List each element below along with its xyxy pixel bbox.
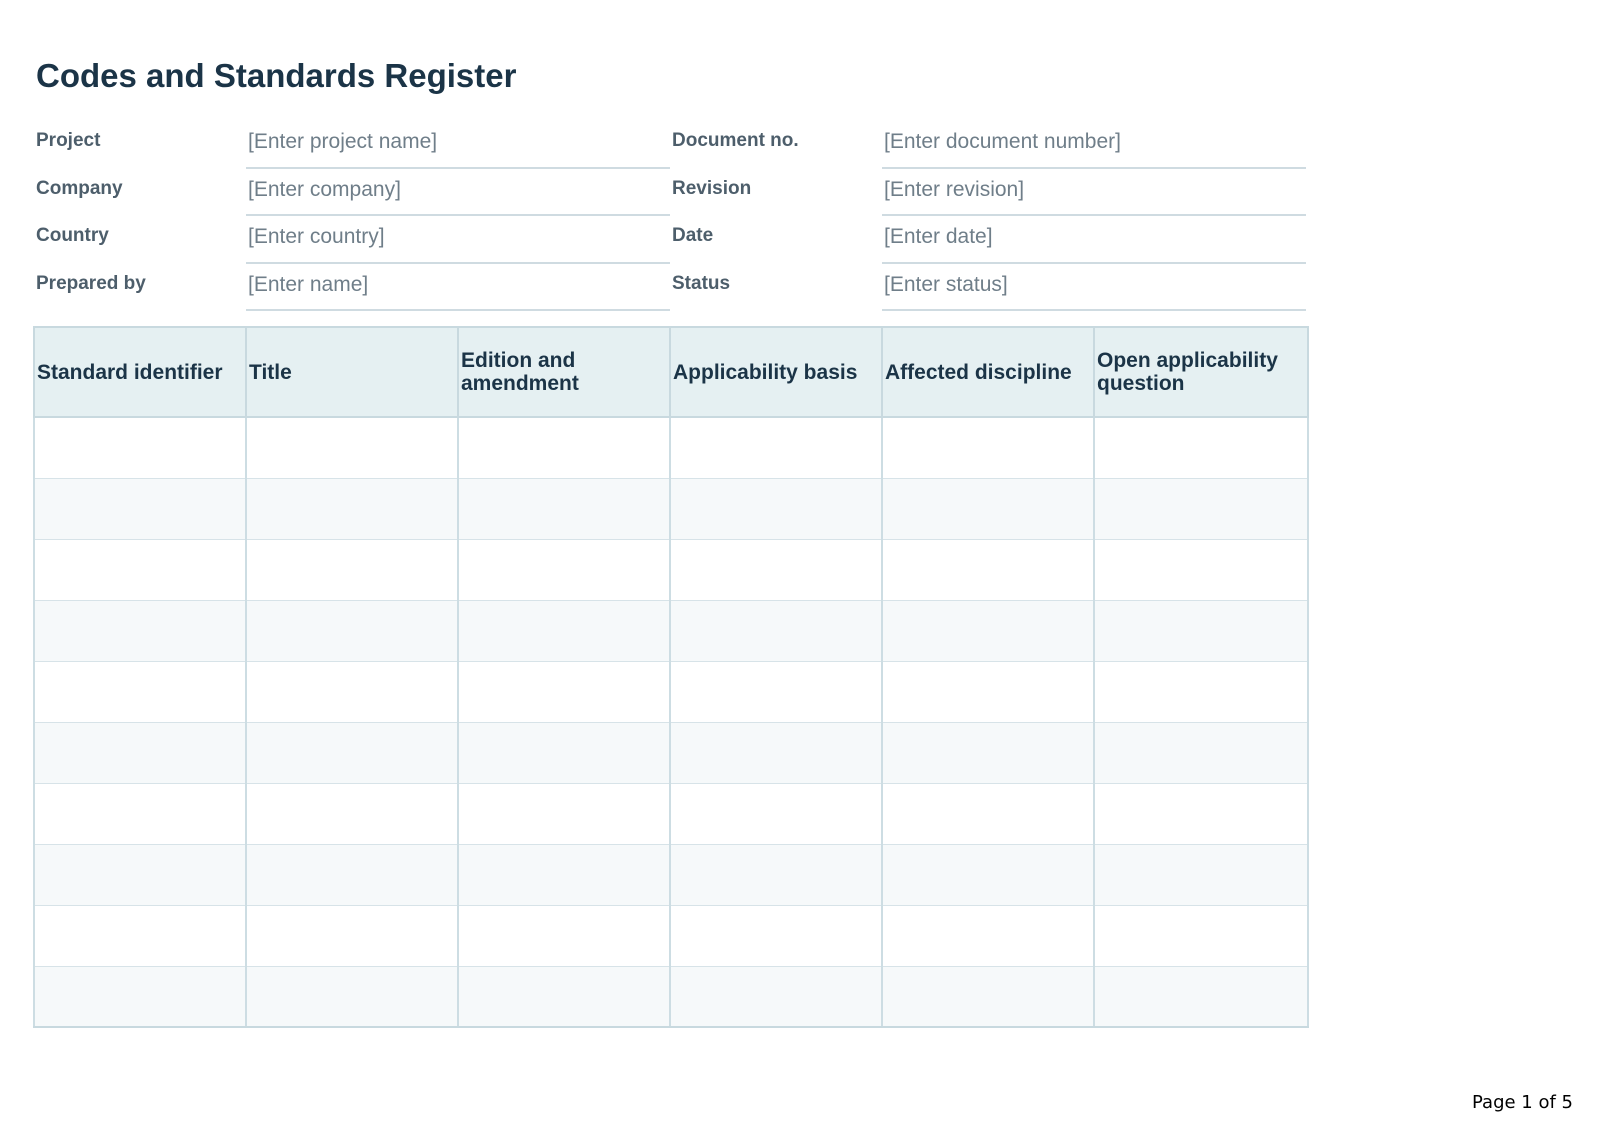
- table-cell[interactable]: [1094, 722, 1308, 783]
- document-number-field[interactable]: [Enter document number]: [882, 121, 1306, 169]
- table-cell[interactable]: [458, 478, 670, 539]
- table-cell[interactable]: [1094, 661, 1308, 722]
- column-header-standard-identifier: Standard identifier: [34, 327, 246, 417]
- status-field[interactable]: [Enter status]: [882, 264, 1306, 312]
- table-cell[interactable]: [246, 905, 458, 966]
- table-cell[interactable]: [458, 966, 670, 1027]
- table-cell[interactable]: [882, 539, 1094, 600]
- column-header-title: Title: [246, 327, 458, 417]
- page-title: Codes and Standards Register: [36, 57, 517, 94]
- table-cell[interactable]: [458, 844, 670, 905]
- document-metadata: [34, 121, 1306, 311]
- table-cell[interactable]: [34, 661, 246, 722]
- table-cell[interactable]: [670, 661, 882, 722]
- table-cell[interactable]: [458, 539, 670, 600]
- table-row: [34, 783, 1308, 844]
- table-cell[interactable]: [246, 966, 458, 1027]
- prepared-by-field[interactable]: [Enter name]: [246, 264, 670, 312]
- table-cell[interactable]: [670, 722, 882, 783]
- table-cell[interactable]: [246, 783, 458, 844]
- table-cell[interactable]: [246, 661, 458, 722]
- table-cell[interactable]: [1094, 478, 1308, 539]
- date-label: Date: [672, 225, 714, 246]
- table-cell[interactable]: [458, 905, 670, 966]
- table-cell[interactable]: [34, 722, 246, 783]
- country-field[interactable]: [Enter country]: [246, 216, 670, 264]
- table-cell[interactable]: [670, 783, 882, 844]
- table-cell[interactable]: [670, 600, 882, 661]
- table-row: [34, 722, 1308, 783]
- table-cell[interactable]: [246, 600, 458, 661]
- page-number: Page 1 of 5: [1472, 1092, 1573, 1113]
- table-cell[interactable]: [34, 905, 246, 966]
- country-label: Country: [36, 225, 109, 246]
- table-cell[interactable]: [246, 478, 458, 539]
- table-cell[interactable]: [34, 966, 246, 1027]
- table-cell[interactable]: [670, 905, 882, 966]
- table-row: [34, 661, 1308, 722]
- table-cell[interactable]: [458, 661, 670, 722]
- table-cell[interactable]: [882, 966, 1094, 1027]
- prepared-by-label: Prepared by: [36, 272, 146, 294]
- company-label: Company: [36, 177, 123, 199]
- table-cell[interactable]: [1094, 844, 1308, 905]
- table-cell[interactable]: [458, 600, 670, 661]
- table-cell[interactable]: [34, 844, 246, 905]
- table-cell[interactable]: [246, 722, 458, 783]
- table-cell[interactable]: [882, 600, 1094, 661]
- table-cell[interactable]: [882, 722, 1094, 783]
- table-cell[interactable]: [246, 844, 458, 905]
- column-header-affected-discipline: Affected discipline: [882, 327, 1094, 417]
- table-cell[interactable]: [34, 600, 246, 661]
- column-header-edition-and-amendment: Edition and amendment: [458, 327, 670, 417]
- document-number-label: Document no.: [672, 130, 799, 151]
- table-cell[interactable]: [882, 844, 1094, 905]
- column-header-open-applicability-question: Open applicability question: [1094, 327, 1308, 417]
- table-row: [34, 478, 1308, 539]
- table-cell[interactable]: [458, 722, 670, 783]
- table-cell[interactable]: [1094, 417, 1308, 478]
- table-cell[interactable]: [34, 478, 246, 539]
- table-cell[interactable]: [34, 417, 246, 478]
- table-row: [34, 966, 1308, 1027]
- table-cell[interactable]: [670, 966, 882, 1027]
- company-field[interactable]: [Enter company]: [246, 169, 670, 217]
- date-field[interactable]: [Enter date]: [882, 216, 1306, 264]
- column-header-applicability-basis: Applicability basis: [670, 327, 882, 417]
- table-cell[interactable]: [1094, 905, 1308, 966]
- table-cell[interactable]: [670, 539, 882, 600]
- table-body: [34, 417, 1308, 1027]
- table-cell[interactable]: [1094, 600, 1308, 661]
- table-cell[interactable]: [458, 783, 670, 844]
- table-cell[interactable]: [882, 661, 1094, 722]
- table-header-row: [34, 327, 1308, 417]
- table-cell[interactable]: [1094, 539, 1308, 600]
- table-cell[interactable]: [1094, 966, 1308, 1027]
- table-cell[interactable]: [34, 783, 246, 844]
- table-cell[interactable]: [670, 478, 882, 539]
- table-cell[interactable]: [670, 844, 882, 905]
- table-cell[interactable]: [882, 783, 1094, 844]
- revision-field[interactable]: [Enter revision]: [882, 169, 1306, 217]
- table-cell[interactable]: [458, 417, 670, 478]
- status-label: Status: [672, 272, 731, 294]
- revision-label: Revision: [672, 177, 752, 199]
- table-row: [34, 539, 1308, 600]
- project-label: Project: [36, 130, 101, 151]
- table-cell[interactable]: [246, 417, 458, 478]
- table-cell[interactable]: [882, 478, 1094, 539]
- table-row: [34, 905, 1308, 966]
- table-cell[interactable]: [882, 417, 1094, 478]
- table-cell[interactable]: [1094, 783, 1308, 844]
- table-cell[interactable]: [882, 905, 1094, 966]
- table-cell[interactable]: [34, 539, 246, 600]
- standards-register-table: [33, 326, 1309, 1028]
- table-row: [34, 600, 1308, 661]
- table-row: [34, 844, 1308, 905]
- table-cell[interactable]: [670, 417, 882, 478]
- table-cell[interactable]: [246, 539, 458, 600]
- project-field[interactable]: [Enter project name]: [246, 121, 670, 169]
- table-row: [34, 417, 1308, 478]
